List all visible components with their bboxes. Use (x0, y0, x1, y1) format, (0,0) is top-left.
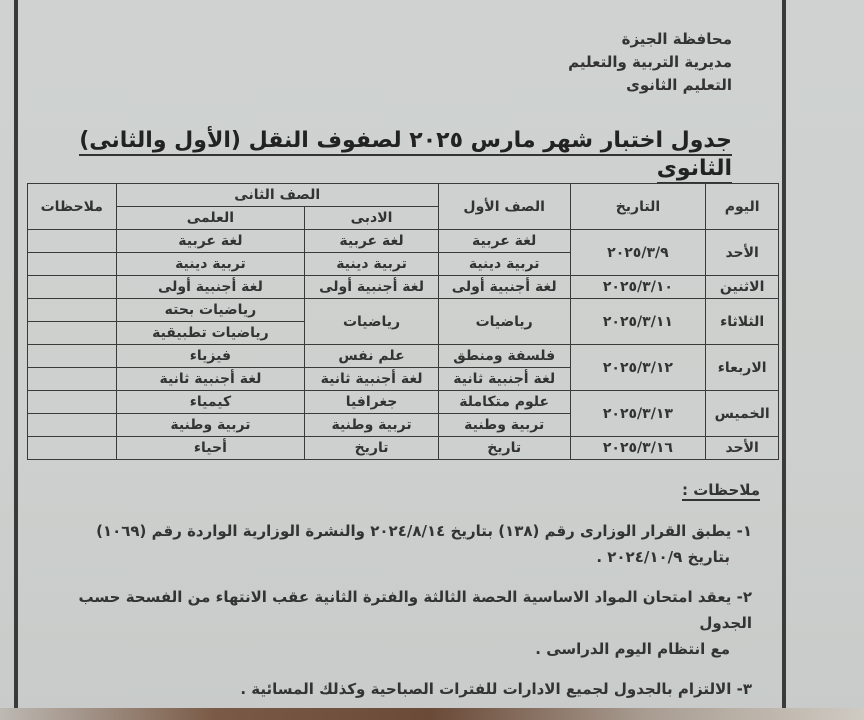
table-header-row (28, 184, 779, 207)
note-text: ٣- الالتزام بالجدول لجميع الادارات للفترات الصباحية وكذلك المسائية . (240, 680, 752, 698)
cell-scientific: رياضيات تطبيقية (116, 322, 305, 345)
page-title-text: جدول اختبار شهر مارس ٢٠٢٥ لصفوف النقل (الأول والثانى) الثانوى (79, 128, 732, 184)
table-row (28, 230, 779, 253)
cell-scientific: كيمياء (116, 391, 305, 414)
cell-notes (28, 414, 117, 437)
cell-notes (28, 391, 117, 414)
cell-first-grade: رياضيات (438, 299, 570, 345)
cell-notes (28, 299, 117, 322)
header-day: اليوم (706, 184, 779, 230)
header-date: التاريخ (570, 184, 706, 230)
cell-notes (28, 253, 117, 276)
cell-literary: تربية دينية (305, 253, 439, 276)
cell-literary: تاريخ (305, 437, 439, 460)
cell-day: الثلاثاء (706, 299, 779, 345)
cell-day: الأحد (706, 437, 779, 460)
note-text: ٢- يعقد امتحان المواد الاساسية الحصة الثالثة والفترة الثانية عقب الانتهاء من الفسحة حسب الجدول (78, 588, 752, 632)
page-title (42, 127, 732, 183)
cell-scientific: لغة عربية (116, 230, 305, 253)
table-row (28, 437, 779, 460)
cell-literary: علم نفس (305, 345, 439, 368)
frame-border-left (14, 0, 18, 712)
cell-day: الخميس (706, 391, 779, 437)
cell-first-grade: تربية وطنية (438, 414, 570, 437)
header-second-grade: الصف الثانى (116, 184, 438, 207)
cell-notes (28, 276, 117, 299)
letterhead (568, 28, 732, 97)
cell-first-grade: لغة عربية (438, 230, 570, 253)
cell-day: الاربعاء (706, 345, 779, 391)
cell-literary: تربية وطنية (305, 414, 439, 437)
cell-scientific: فيزياء (116, 345, 305, 368)
header-notes: ملاحظات (28, 184, 117, 230)
cell-literary: جغرافيا (305, 391, 439, 414)
table-row (28, 345, 779, 368)
cell-literary: لغة أجنبية ثانية (305, 368, 439, 391)
note-text-continued: مع انتظام اليوم الدراسى . (535, 640, 730, 658)
table-row (28, 276, 779, 299)
header-scientific: العلمى (116, 207, 305, 230)
cell-notes (28, 368, 117, 391)
cell-date: ٢٠٢٥/٣/١٣ (570, 391, 706, 437)
note-item-3 (40, 676, 752, 702)
cell-scientific: لغة أجنبية ثانية (116, 368, 305, 391)
cell-notes (28, 322, 117, 345)
header-literary: الادبى (305, 207, 439, 230)
cell-scientific: أحياء (116, 437, 305, 460)
cell-literary: لغة عربية (305, 230, 439, 253)
cell-date: ٢٠٢٥/٣/١٦ (570, 437, 706, 460)
cell-date: ٢٠٢٥/٣/٩ (570, 230, 706, 276)
cell-scientific: لغة أجنبية أولى (116, 276, 305, 299)
directorate-name: مديرية التربية والتعليم (568, 53, 732, 71)
photo-bottom-edge (0, 708, 864, 720)
notes-list (40, 518, 752, 716)
cell-date: ٢٠٢٥/٣/١٠ (570, 276, 706, 299)
cell-first-grade: تاريخ (438, 437, 570, 460)
cell-scientific: تربية وطنية (116, 414, 305, 437)
cell-first-grade: لغة أجنبية ثانية (438, 368, 570, 391)
cell-date: ٢٠٢٥/٣/١٢ (570, 345, 706, 391)
cell-notes (28, 437, 117, 460)
header-first-grade: الصف الأول (438, 184, 570, 230)
table-row (28, 299, 779, 322)
note-text: ١- يطبق القرار الوزارى رقم (١٣٨) بتاريخ ٢٠٢٤/٨/١٤ والنشرة الوزارية الواردة رقم (١٠٦٩) (96, 522, 752, 540)
cell-day: الاثنين (706, 276, 779, 299)
governorate-name: محافظة الجيزة (621, 30, 732, 48)
cell-first-grade: فلسفة ومنطق (438, 345, 570, 368)
department-name: التعليم الثانوى (626, 76, 732, 94)
cell-literary: رياضيات (305, 299, 439, 345)
notes-heading: ملاحظات : (681, 481, 760, 499)
frame-border-right (782, 0, 786, 712)
note-item-1 (40, 518, 752, 570)
note-item-2 (40, 584, 752, 662)
cell-scientific: تربية دينية (116, 253, 305, 276)
note-text-continued: بتاريخ ٢٠٢٤/١٠/٩ . (596, 548, 730, 566)
cell-scientific: رياضيات بحته (116, 299, 305, 322)
exam-schedule-table (27, 183, 779, 460)
cell-day: الأحد (706, 230, 779, 276)
cell-first-grade: تربية دينية (438, 253, 570, 276)
cell-literary: لغة أجنبية أولى (305, 276, 439, 299)
cell-first-grade: علوم متكاملة (438, 391, 570, 414)
cell-notes (28, 230, 117, 253)
cell-date: ٢٠٢٥/٣/١١ (570, 299, 706, 345)
cell-first-grade: لغة أجنبية أولى (438, 276, 570, 299)
table-row (28, 391, 779, 414)
cell-notes (28, 345, 117, 368)
